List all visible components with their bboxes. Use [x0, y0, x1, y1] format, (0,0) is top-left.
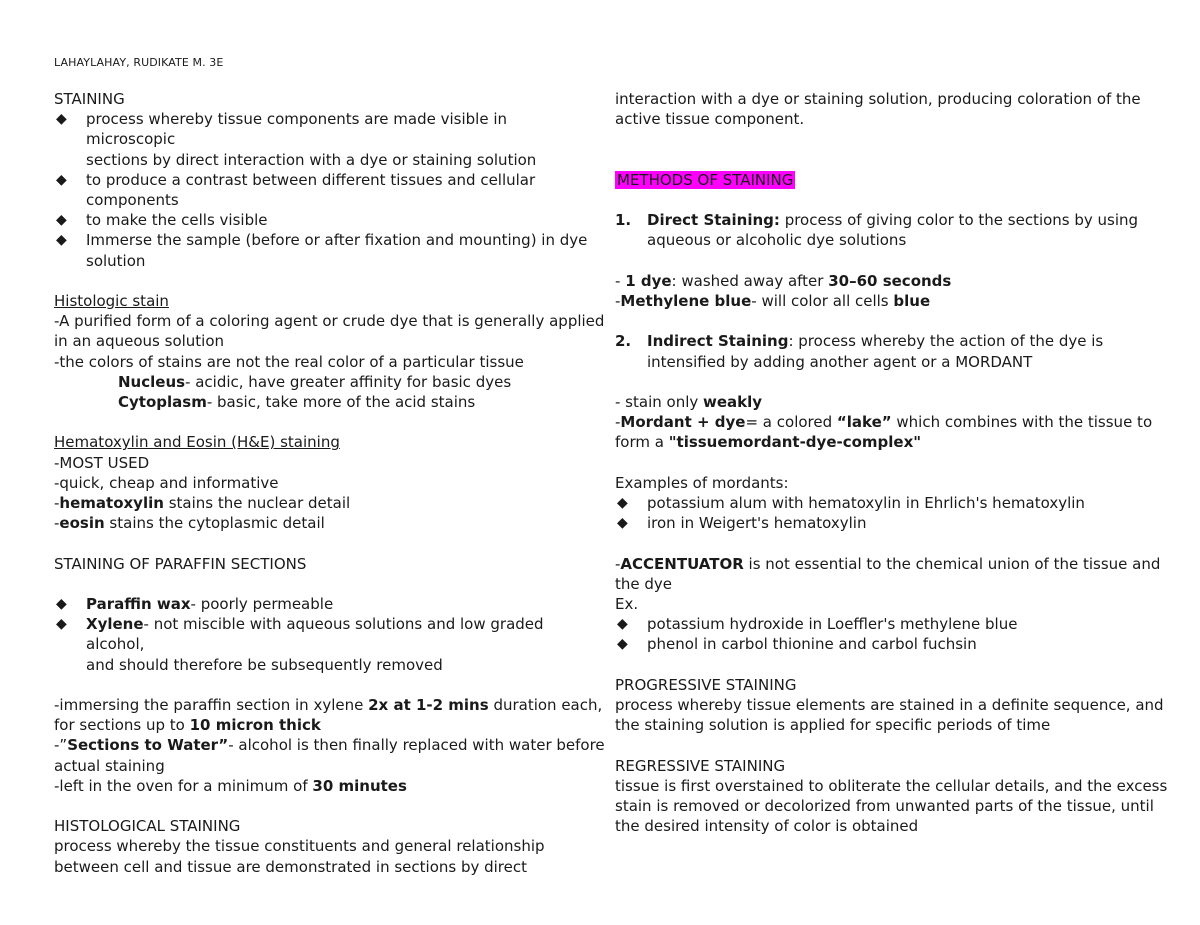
- paragraph-line: process whereby the tissue constituents and general relationship: [54, 837, 545, 856]
- list-item: ◆ Paraffin wax- poorly permeable: [56, 595, 334, 614]
- example-label: Ex.: [615, 594, 639, 613]
- right-column: [615, 89, 1168, 836]
- paragraph-line: - stain only weakly: [615, 392, 763, 411]
- paragraph-line: the staining solution is applied for specific periods of time: [615, 716, 1051, 735]
- list-item: ◆ potassium hydroxide in Loeffler's methylene blue: [617, 615, 1018, 634]
- staining-heading: STAINING: [54, 90, 125, 108]
- diamond-bullet-icon: ◆: [56, 212, 67, 229]
- list-item: ◆ process whereby tissue components are made visible in microscopic sections by direct interaction with a dye or staining solution: [56, 110, 537, 169]
- paragraph-line: -A purified form of a coloring agent or crude dye that is generally applied: [54, 312, 605, 331]
- paragraph-line: -Methylene blue- will color all cells blue: [615, 291, 931, 310]
- hematoxylin-line: -hematoxylin stains the nuclear detail: [54, 494, 351, 513]
- left-column: [54, 89, 605, 877]
- paragraph-line: in an aqueous solution: [54, 332, 225, 351]
- author-header: LAHAYLAHAY, RUDIKATE M. 3E: [54, 56, 224, 69]
- accentuator-line: -ACCENTUATOR is not essential to the chemical union of the tissue and: [615, 554, 1161, 573]
- diamond-bullet-icon: ◆: [56, 111, 67, 128]
- list-item: ◆ potassium alum with hematoxylin in Ehrlich's hematoxylin: [617, 493, 1085, 512]
- paragraph-line: form a "tissuemordant-dye-complex": [615, 433, 922, 452]
- diamond-bullet-icon: ◆: [56, 596, 67, 613]
- he-staining-heading: Hematoxylin and Eosin (H&E) staining: [54, 433, 340, 452]
- diamond-bullet-icon: ◆: [56, 616, 67, 633]
- paragraph-line: -quick, cheap and informative: [54, 473, 279, 492]
- regressive-heading: REGRESSIVE STAINING: [615, 756, 786, 775]
- paragraph-line: -left in the oven for a minimum of 30 minutes: [54, 776, 407, 795]
- list-item: ◆ iron in Weigert's hematoxylin: [617, 514, 867, 533]
- list-item: ◆ phenol in carbol thionine and carbol fuchsin: [617, 635, 977, 654]
- diamond-bullet-icon: ◆: [617, 616, 628, 633]
- nucleus-line: Nucleus- acidic, have greater affinity for basic dyes: [118, 372, 512, 391]
- paragraph-line: stain is removed or decolorized from unwanted parts of the tissue, until: [615, 796, 1154, 815]
- paragraph-line: -immersing the paraffin section in xylene 2x at 1-2 mins duration each,: [54, 696, 603, 715]
- diamond-bullet-icon: ◆: [56, 232, 67, 249]
- paragraph-line: - 1 dye: washed away after 30–60 seconds: [615, 271, 952, 290]
- paragraph-line: the desired intensity of color is obtained: [615, 817, 919, 836]
- highlighted-title: METHODS OF STAINING: [617, 170, 794, 189]
- cytoplasm-line: Cytoplasm- basic, take more of the acid stains: [118, 393, 476, 412]
- paragraph-line: process whereby tissue elements are stained in a definite sequence, and: [615, 695, 1164, 714]
- list-item: ◆ Immerse the sample (before or after fixation and mounting) in dye solution: [56, 231, 588, 270]
- paragraph-line: -”Sections to Water”- alcohol is then finally replaced with water before: [54, 736, 605, 755]
- list-item: ◆ to produce a contrast between different tissues and cellular components: [56, 170, 536, 210]
- paragraph-line: for sections up to 10 micron thick: [54, 716, 321, 735]
- paragraph-line: -the colors of stains are not the real color of a particular tissue: [54, 352, 524, 371]
- list-item: 2. Indirect Staining: process whereby the action of the dye is intensified by adding another agent or a MORDANT: [615, 332, 1104, 371]
- paragraph-line: between cell and tissue are demonstrated in sections by direct: [54, 857, 528, 876]
- paragraph-line: -MOST USED: [54, 453, 150, 472]
- paragraph-line: actual staining: [54, 756, 165, 775]
- diamond-bullet-icon: ◆: [617, 636, 628, 653]
- paragraph-line: tissue is first overstained to obliterate the cellular details, and the excess: [615, 776, 1168, 795]
- progressive-heading: PROGRESSIVE STAINING: [615, 675, 797, 694]
- diamond-bullet-icon: ◆: [56, 171, 67, 188]
- paraffin-heading: STAINING OF PARAFFIN SECTIONS: [54, 554, 307, 573]
- list-item: ◆ to make the cells visible: [56, 211, 268, 230]
- paragraph-line: -Mordant + dye= a colored “lake” which combines with the tissue to: [615, 413, 1153, 432]
- diamond-bullet-icon: ◆: [617, 515, 628, 532]
- histological-staining-heading: HISTOLOGICAL STAINING: [54, 817, 241, 836]
- paragraph-line: the dye: [615, 574, 673, 593]
- list-item: 1. Direct Staining: process of giving color to the sections by using aqueous or alcoholic dye solutions: [615, 211, 1139, 250]
- list-item: ◆ Xylene- not miscible with aqueous solutions and low graded alcohol, and should therefore be subsequently removed: [56, 615, 544, 674]
- paragraph-line: interaction with a dye or staining solution, producing coloration of the: [615, 90, 1141, 108]
- methods-heading: [615, 170, 1155, 190]
- mordants-heading: Examples of mordants:: [615, 473, 789, 492]
- eosin-line: -eosin stains the cytoplasmic detail: [54, 514, 325, 533]
- histologic-stain-heading: Histologic stain: [54, 292, 169, 311]
- paragraph-line: active tissue component.: [615, 110, 805, 129]
- diamond-bullet-icon: ◆: [617, 494, 628, 511]
